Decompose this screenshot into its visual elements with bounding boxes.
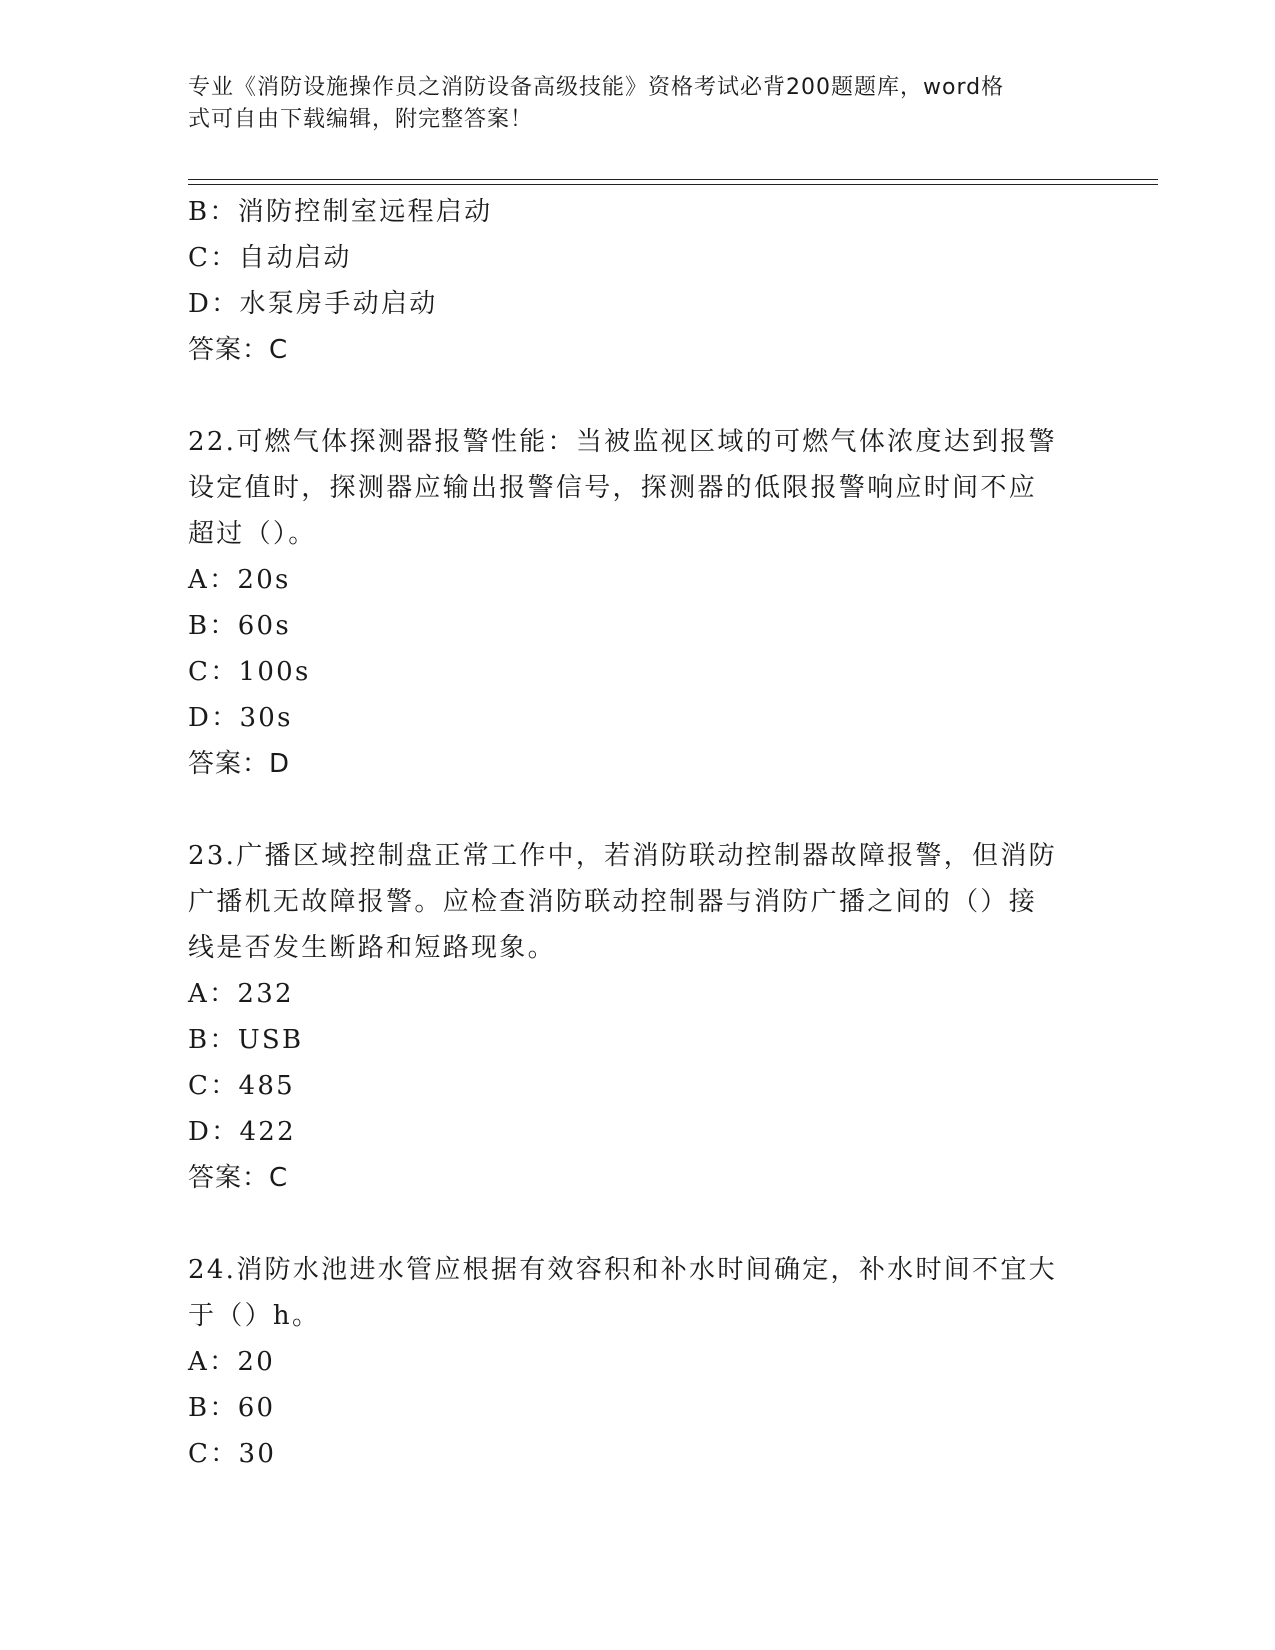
question-23	[188, 833, 1078, 1201]
header-divider-top	[188, 179, 1158, 180]
spacer	[188, 373, 1078, 419]
question-list	[188, 189, 1078, 1477]
prev-question-options	[188, 189, 1078, 327]
option-a: A：20	[188, 1347, 276, 1377]
option-b: B：60s	[188, 611, 292, 641]
option-d: D：30s	[188, 703, 293, 733]
option-c: C：30	[188, 1439, 277, 1469]
option-a: A：20s	[188, 565, 291, 595]
question-24	[188, 1247, 1078, 1477]
spacer	[188, 787, 1078, 833]
question-stem-line: 设定值时，探测器应输出报警信号，探测器的低限报警响应时间不应	[188, 473, 1038, 503]
question-stem-line: 23.广播区域控制盘正常工作中，若消防联动控制器故障报警，但消防	[188, 841, 1057, 871]
header-line-2: 式可自由下载编辑，附完整答案！	[188, 107, 534, 132]
question-23-stem	[188, 833, 1078, 971]
question-22-answer: 答案：D	[188, 749, 291, 779]
option-c: C：自动启动	[188, 243, 352, 273]
question-24-stem	[188, 1247, 1078, 1339]
question-stem-line: 于（）h。	[188, 1301, 321, 1331]
option-c: C：100s	[188, 657, 311, 687]
option-d: D：水泵房手动启动	[188, 289, 438, 319]
question-stem-line: 24.消防水池进水管应根据有效容积和补水时间确定，补水时间不宜大	[188, 1255, 1057, 1285]
option-a: A：232	[188, 979, 294, 1009]
question-22-stem	[188, 419, 1078, 557]
question-stem-line: 线是否发生断路和短路现象。	[188, 933, 556, 963]
question-stem-line: 超过（）。	[188, 519, 317, 549]
question-stem-line: 广播机无故障报警。应检查消防联动控制器与消防广播之间的（）接	[188, 887, 1038, 917]
prev-question-answer: 答案：C	[188, 335, 289, 365]
option-d: D：422	[188, 1117, 296, 1147]
header-line-1: 专业《消防设施操作员之消防设备高级技能》资格考试必背200题题库，word格	[188, 75, 1005, 100]
question-23-answer: 答案：C	[188, 1163, 289, 1193]
spacer	[188, 1201, 1078, 1247]
document-header	[188, 72, 1068, 136]
option-b: B：消防控制室远程启动	[188, 197, 493, 227]
question-22	[188, 419, 1078, 787]
option-c: C：485	[188, 1071, 296, 1101]
option-b: B：USB	[188, 1025, 304, 1055]
header-divider-bottom	[188, 184, 1158, 185]
question-stem-line: 22.可燃气体探测器报警性能：当被监视区域的可燃气体浓度达到报警	[188, 427, 1057, 457]
option-b: B：60	[188, 1393, 276, 1423]
